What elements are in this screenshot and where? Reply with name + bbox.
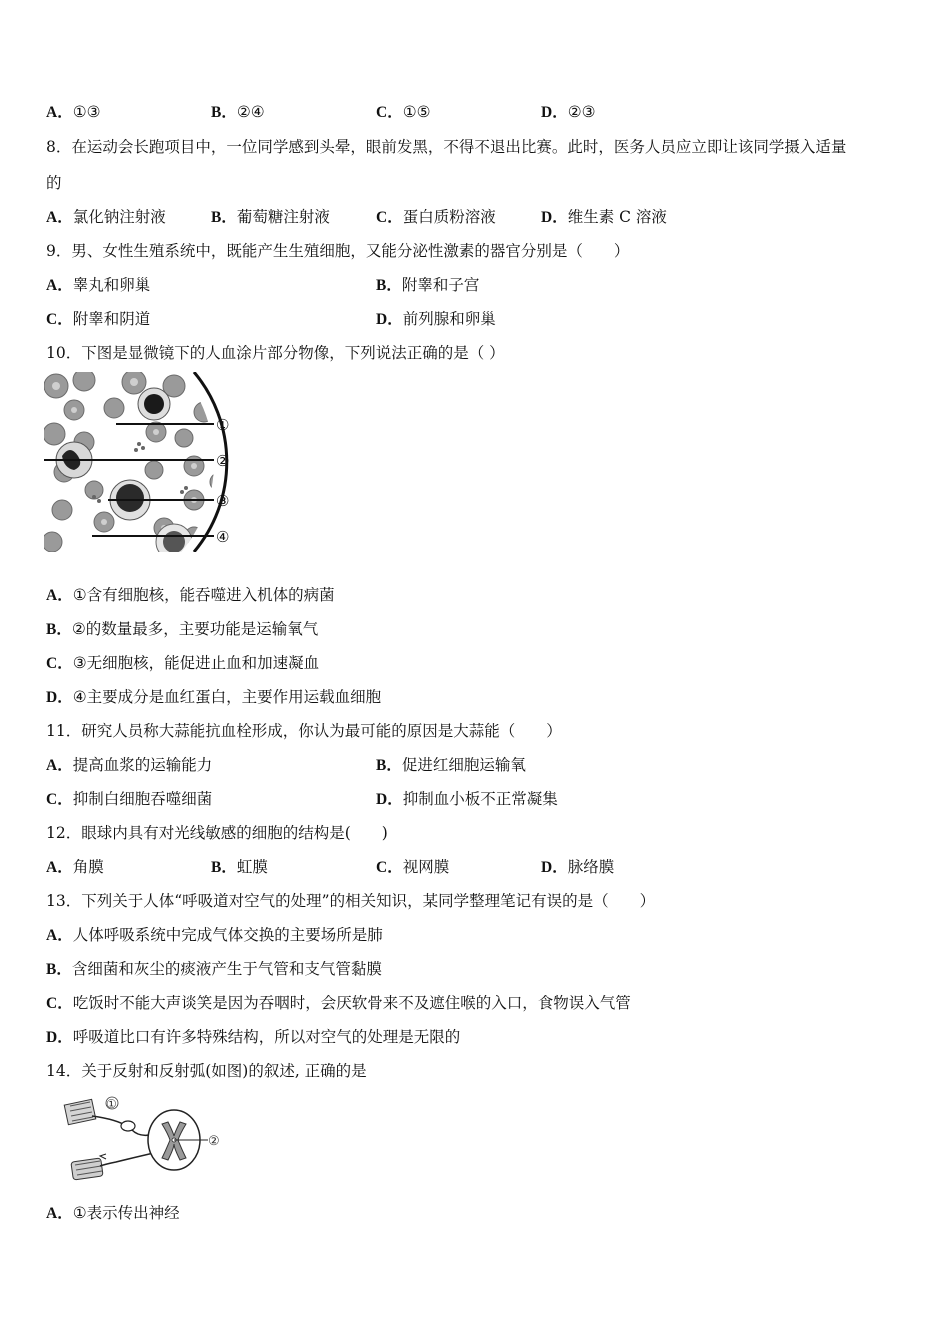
option-text: 角膜 [72,858,104,876]
option-text: ②④ [236,103,265,121]
option-letter: A． [46,757,73,774]
q12-option-b [211,857,268,878]
option-text: 氯化钠注射液 [72,208,166,226]
option-text: 前列腺和卵巢 [402,310,496,328]
figure-label-3: ③ [216,492,230,510]
option-letter: A． [46,209,73,226]
option-text: 维生素 C 溶液 [567,208,667,226]
option-letter: B． [211,859,237,876]
figure-label-4: ④ [216,528,230,546]
microscope-field [44,372,244,552]
q11-option-b [376,755,526,776]
option-letter: B． [376,277,402,294]
q12-option-a [46,857,104,878]
q12-option-c [376,857,449,878]
option-text: 提高血浆的运输能力 [72,756,213,774]
figure-label-2: ② [208,1134,220,1149]
q9-stem: 9．男、女性生殖系统中，既能产生生殖细胞，又能分泌性激素的器官分别是（ ） [46,242,630,260]
option-text: 附睾和阴道 [72,310,151,328]
q12-option-d [541,857,614,878]
q10-option-c [46,653,319,674]
option-text: 促进红细胞运输氧 [401,756,526,774]
q7-option-c [376,102,431,123]
option-letter: B． [46,621,72,638]
option-letter: D． [46,689,73,706]
option-text: ①③ [72,103,101,121]
option-letter: A． [46,859,73,876]
blood-smear-figure [44,372,244,552]
option-text: 虹膜 [236,858,268,876]
receptor-skin [64,1099,96,1124]
figure-label-2: ② [216,452,230,470]
q9-option-d [376,309,496,330]
q8-option-a [46,207,166,228]
option-text: 视网膜 [402,858,450,876]
option-letter: D． [541,859,568,876]
option-letter: A． [46,104,73,121]
effector-muscle [71,1158,103,1180]
option-letter: D． [376,311,403,328]
option-text: 抑制血小板不正常凝集 [402,790,558,808]
option-letter: C． [376,104,403,121]
option-letter: C． [46,311,73,328]
option-text: 抑制白细胞吞噬细菌 [72,790,213,808]
option-letter: A． [46,927,73,944]
q8-option-b [211,207,330,228]
q14-option-a [46,1203,180,1224]
q12-stem: 12．眼球内具有对光线敏感的细胞的结构是( ) [46,824,388,842]
option-text: ①⑤ [402,103,431,121]
q11-stem: 11．研究人员称大蒜能抗血栓形成，你认为最可能的原因是大蒜能（ ） [46,722,562,740]
option-letter: D． [541,209,568,226]
option-text: 附睾和子宫 [401,276,480,294]
q13-stem: 13．下列关于人体“呼吸道对空气的处理”的相关知识，某同学整理笔记有误的是（ ） [46,892,656,910]
option-text: ①含有细胞核，能吞噬进入机体的病菌 [72,586,335,604]
q13-option-c [46,993,631,1014]
q7-option-a [46,102,101,123]
option-text: 人体呼吸系统中完成气体交换的主要场所是肺 [72,926,383,944]
option-text: 吃饭时不能大声谈笑是因为吞咽时，会厌软骨来不及遮住喉的入口，食物误入气管 [72,994,631,1012]
option-text: ②的数量最多，主要功能是运输氧气 [71,620,319,638]
option-letter: C． [46,655,73,672]
figure-label-1: ① [216,416,230,434]
option-letter: A． [46,587,73,604]
q7-option-b [211,102,265,123]
q7-option-d [541,102,596,123]
option-letter: B． [376,757,402,774]
q9-option-c [46,309,150,330]
option-text: 呼吸道比口有许多特殊结构，所以对空气的处理是无限的 [72,1028,461,1046]
q10-stem: 10．下图是显微镜下的人血涂片部分物像，下列说法正确的是（ ） [46,344,505,362]
option-letter: C． [376,209,403,226]
option-letter: D． [541,104,568,121]
option-letter: C． [376,859,403,876]
option-letter: D． [46,1029,73,1046]
option-letter: B． [211,104,237,121]
q10-option-a [46,585,335,606]
option-text: 含细菌和灰尘的痰液产生于气管和支气管黏膜 [71,960,382,978]
option-letter: C． [46,995,73,1012]
option-text: 睾丸和卵巢 [72,276,151,294]
option-text: ②③ [567,103,596,121]
option-letter: B． [46,961,72,978]
q8-option-d [541,207,667,228]
option-letter: D． [376,791,403,808]
q14-stem: 14．关于反射和反射弧(如图)的叙述, 正确的是 [46,1062,367,1080]
q10-option-b [46,619,318,640]
option-text: ③无细胞核，能促进止血和加速凝血 [72,654,320,672]
q9-option-a [46,275,150,296]
option-letter: A． [46,277,73,294]
option-letter: B． [211,209,237,226]
q10-option-d [46,687,381,708]
q11-option-d [376,789,558,810]
q13-option-d [46,1027,460,1048]
q9-option-b [376,275,479,296]
q13-option-b [46,959,382,980]
q11-option-a [46,755,212,776]
ganglion [121,1121,135,1131]
q8-stem-line1: 8．在运动会长跑项目中，一位同学感到头晕，眼前发黑，不得不退出比赛。此时，医务人员应立即让该同学摄入适量 [46,138,847,156]
figure-label-1: ① [106,1097,117,1111]
option-text: 脉络膜 [567,858,615,876]
option-text: ④主要成分是血红蛋白，主要作用运载血细胞 [72,688,382,706]
q13-option-a [46,925,383,946]
q8-stem-line2: 的 [46,174,62,192]
arrow-icon [100,1154,106,1159]
option-letter: A． [46,1205,73,1222]
option-letter: C． [46,791,73,808]
option-text: 蛋白质粉溶液 [402,208,496,226]
q11-option-c [46,789,212,810]
reflex-arc-figure [62,1094,232,1186]
option-text: 葡萄糖注射液 [236,208,330,226]
efferent-pathway [100,1152,158,1166]
q8-option-c [376,207,496,228]
option-text: ①表示传出神经 [72,1204,180,1222]
